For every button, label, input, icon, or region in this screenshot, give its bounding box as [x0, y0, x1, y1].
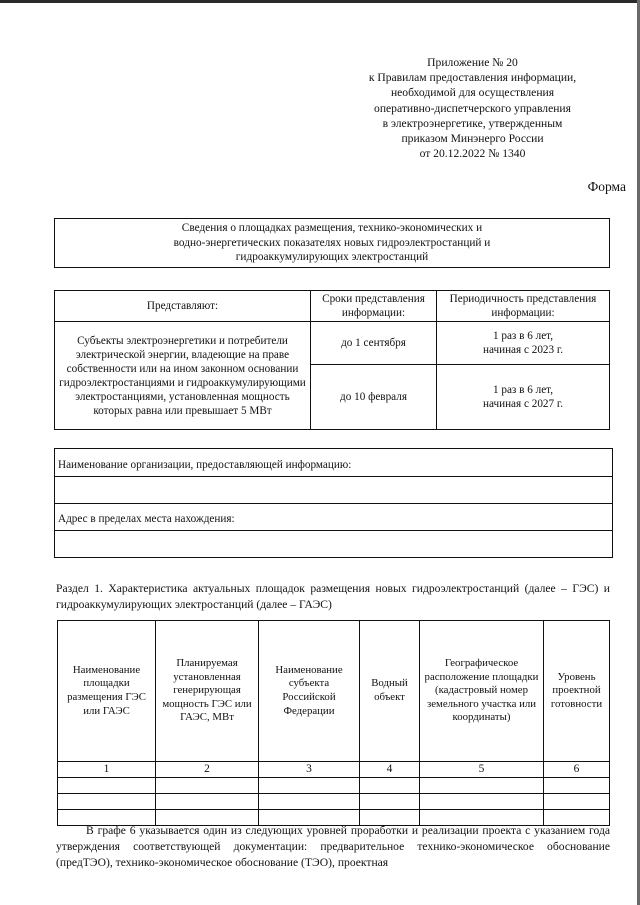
table-cell[interactable]: [58, 794, 156, 810]
col-header-readiness: Уровень проектной готовности: [544, 621, 610, 762]
table-cell[interactable]: [156, 794, 259, 810]
appendix-header: [340, 55, 605, 161]
col-header-capacity: Планируемая установленная генерирующая мощность ГЭС или ГАЭС, МВт: [156, 621, 259, 762]
col-header-region: Наименование субъекта Российской Федерации: [259, 621, 360, 762]
appendix-line: от 20.12.2022 № 1340: [419, 147, 526, 161]
appendix-line: Приложение № 20: [427, 56, 518, 69]
table-cell[interactable]: [58, 778, 156, 794]
form-title-line: водно-энергетических показателях новых гидроэлектростанций и: [173, 236, 491, 249]
table-cell[interactable]: [259, 794, 360, 810]
header-submitters: Представляют:: [55, 291, 311, 322]
appendix-line: оперативно-диспетчерского управления: [374, 101, 571, 115]
deadline-cell: до 1 сентября: [311, 322, 437, 365]
periodicity-line: 1 раз в 6 лет,: [492, 384, 554, 396]
table-cell[interactable]: [420, 794, 544, 810]
table-cell[interactable]: [544, 778, 610, 794]
periodicity-line: 1 раз в 6 лет,: [492, 330, 554, 342]
column-number-row: [58, 762, 610, 778]
address-field[interactable]: [55, 531, 612, 556]
column-number: 3: [259, 762, 360, 778]
col-header-water-body: Водный объект: [360, 621, 420, 762]
form-title: [174, 221, 491, 265]
table-cell[interactable]: [259, 778, 360, 794]
column-number: 2: [156, 762, 259, 778]
column-number: 5: [420, 762, 544, 778]
table-row: [58, 778, 610, 794]
deadline-cell: до 10 февраля: [311, 365, 437, 430]
periodicity-cell: [437, 365, 610, 430]
periodicity-line: начиная с 2027 г.: [482, 398, 564, 410]
org-name-row: [55, 449, 612, 477]
org-name-field[interactable]: [55, 477, 612, 504]
address-row: [55, 504, 612, 531]
table-cell[interactable]: [420, 778, 544, 794]
column-number: 6: [544, 762, 610, 778]
organization-info-box: [54, 448, 613, 558]
footnote: [56, 823, 610, 871]
table-cell[interactable]: [156, 778, 259, 794]
col-header-location: Географическое расположение площадки (кадастровый номер земельного участка или координаты): [420, 621, 544, 762]
periodicity-line: начиная с 2023 г.: [482, 344, 564, 356]
submitters-cell: Субъекты электроэнергетики и потребители электрической энергии, владеющие на праве собственности или на ином законном основании гидроэлектростанциями и гидроаккумулирующими электростанциями, установленная мощность которых равна или превышает 5 МВт: [55, 322, 311, 430]
table-cell[interactable]: [360, 794, 420, 810]
footnote-text: В графе 6 указывается один из следующих уровней проработки и реализации проекта с указанием года утверждения соответствующей документации: предварительное технико-экономическое обоснование (предТЭО), технико-экономическое обоснование (ТЭО), проектная: [56, 824, 610, 869]
column-number: 1: [58, 762, 156, 778]
column-number: 4: [360, 762, 420, 778]
section-1-header-row: [58, 621, 610, 762]
appendix-line: к Правилам предоставления информации,: [368, 71, 577, 85]
section-1-table: [57, 620, 610, 826]
org-name-label: Наименование организации, предоставляющей информацию:: [58, 459, 352, 471]
submission-table: [54, 290, 610, 430]
header-deadlines: Сроки представления информации:: [311, 291, 437, 322]
form-label: Форма: [587, 179, 626, 194]
address-label: Адрес в пределах места нахождения:: [58, 513, 235, 525]
table-cell[interactable]: [544, 794, 610, 810]
header-periodicity: Периодичность представления информации:: [437, 291, 610, 322]
appendix-line: приказом Минэнерго России: [401, 132, 544, 146]
form-title-box: [54, 218, 610, 268]
submission-row: [55, 322, 610, 365]
appendix-line: необходимой для осуществления: [390, 86, 555, 100]
form-title-line: гидроаккумулирующих электростанций: [235, 251, 429, 264]
periodicity-cell: [437, 322, 610, 365]
table-row: [58, 794, 610, 810]
submission-header-row: [55, 291, 610, 322]
form-title-line: Сведения о площадках размещения, технико-экономических и: [181, 222, 483, 235]
section-1-heading: Раздел 1. Характеристика актуальных площадок размещения новых гидроэлектростанций (далее – ГЭС) и гидроаккумулирующих электростанций (далее – ГАЭС): [56, 582, 610, 611]
table-cell[interactable]: [360, 778, 420, 794]
col-header-site-name: Наименование площадки размещения ГЭС или ГАЭС: [58, 621, 156, 762]
scan-top-edge: [0, 0, 640, 3]
appendix-line: в электроэнергетике, утвержденным: [382, 116, 563, 130]
